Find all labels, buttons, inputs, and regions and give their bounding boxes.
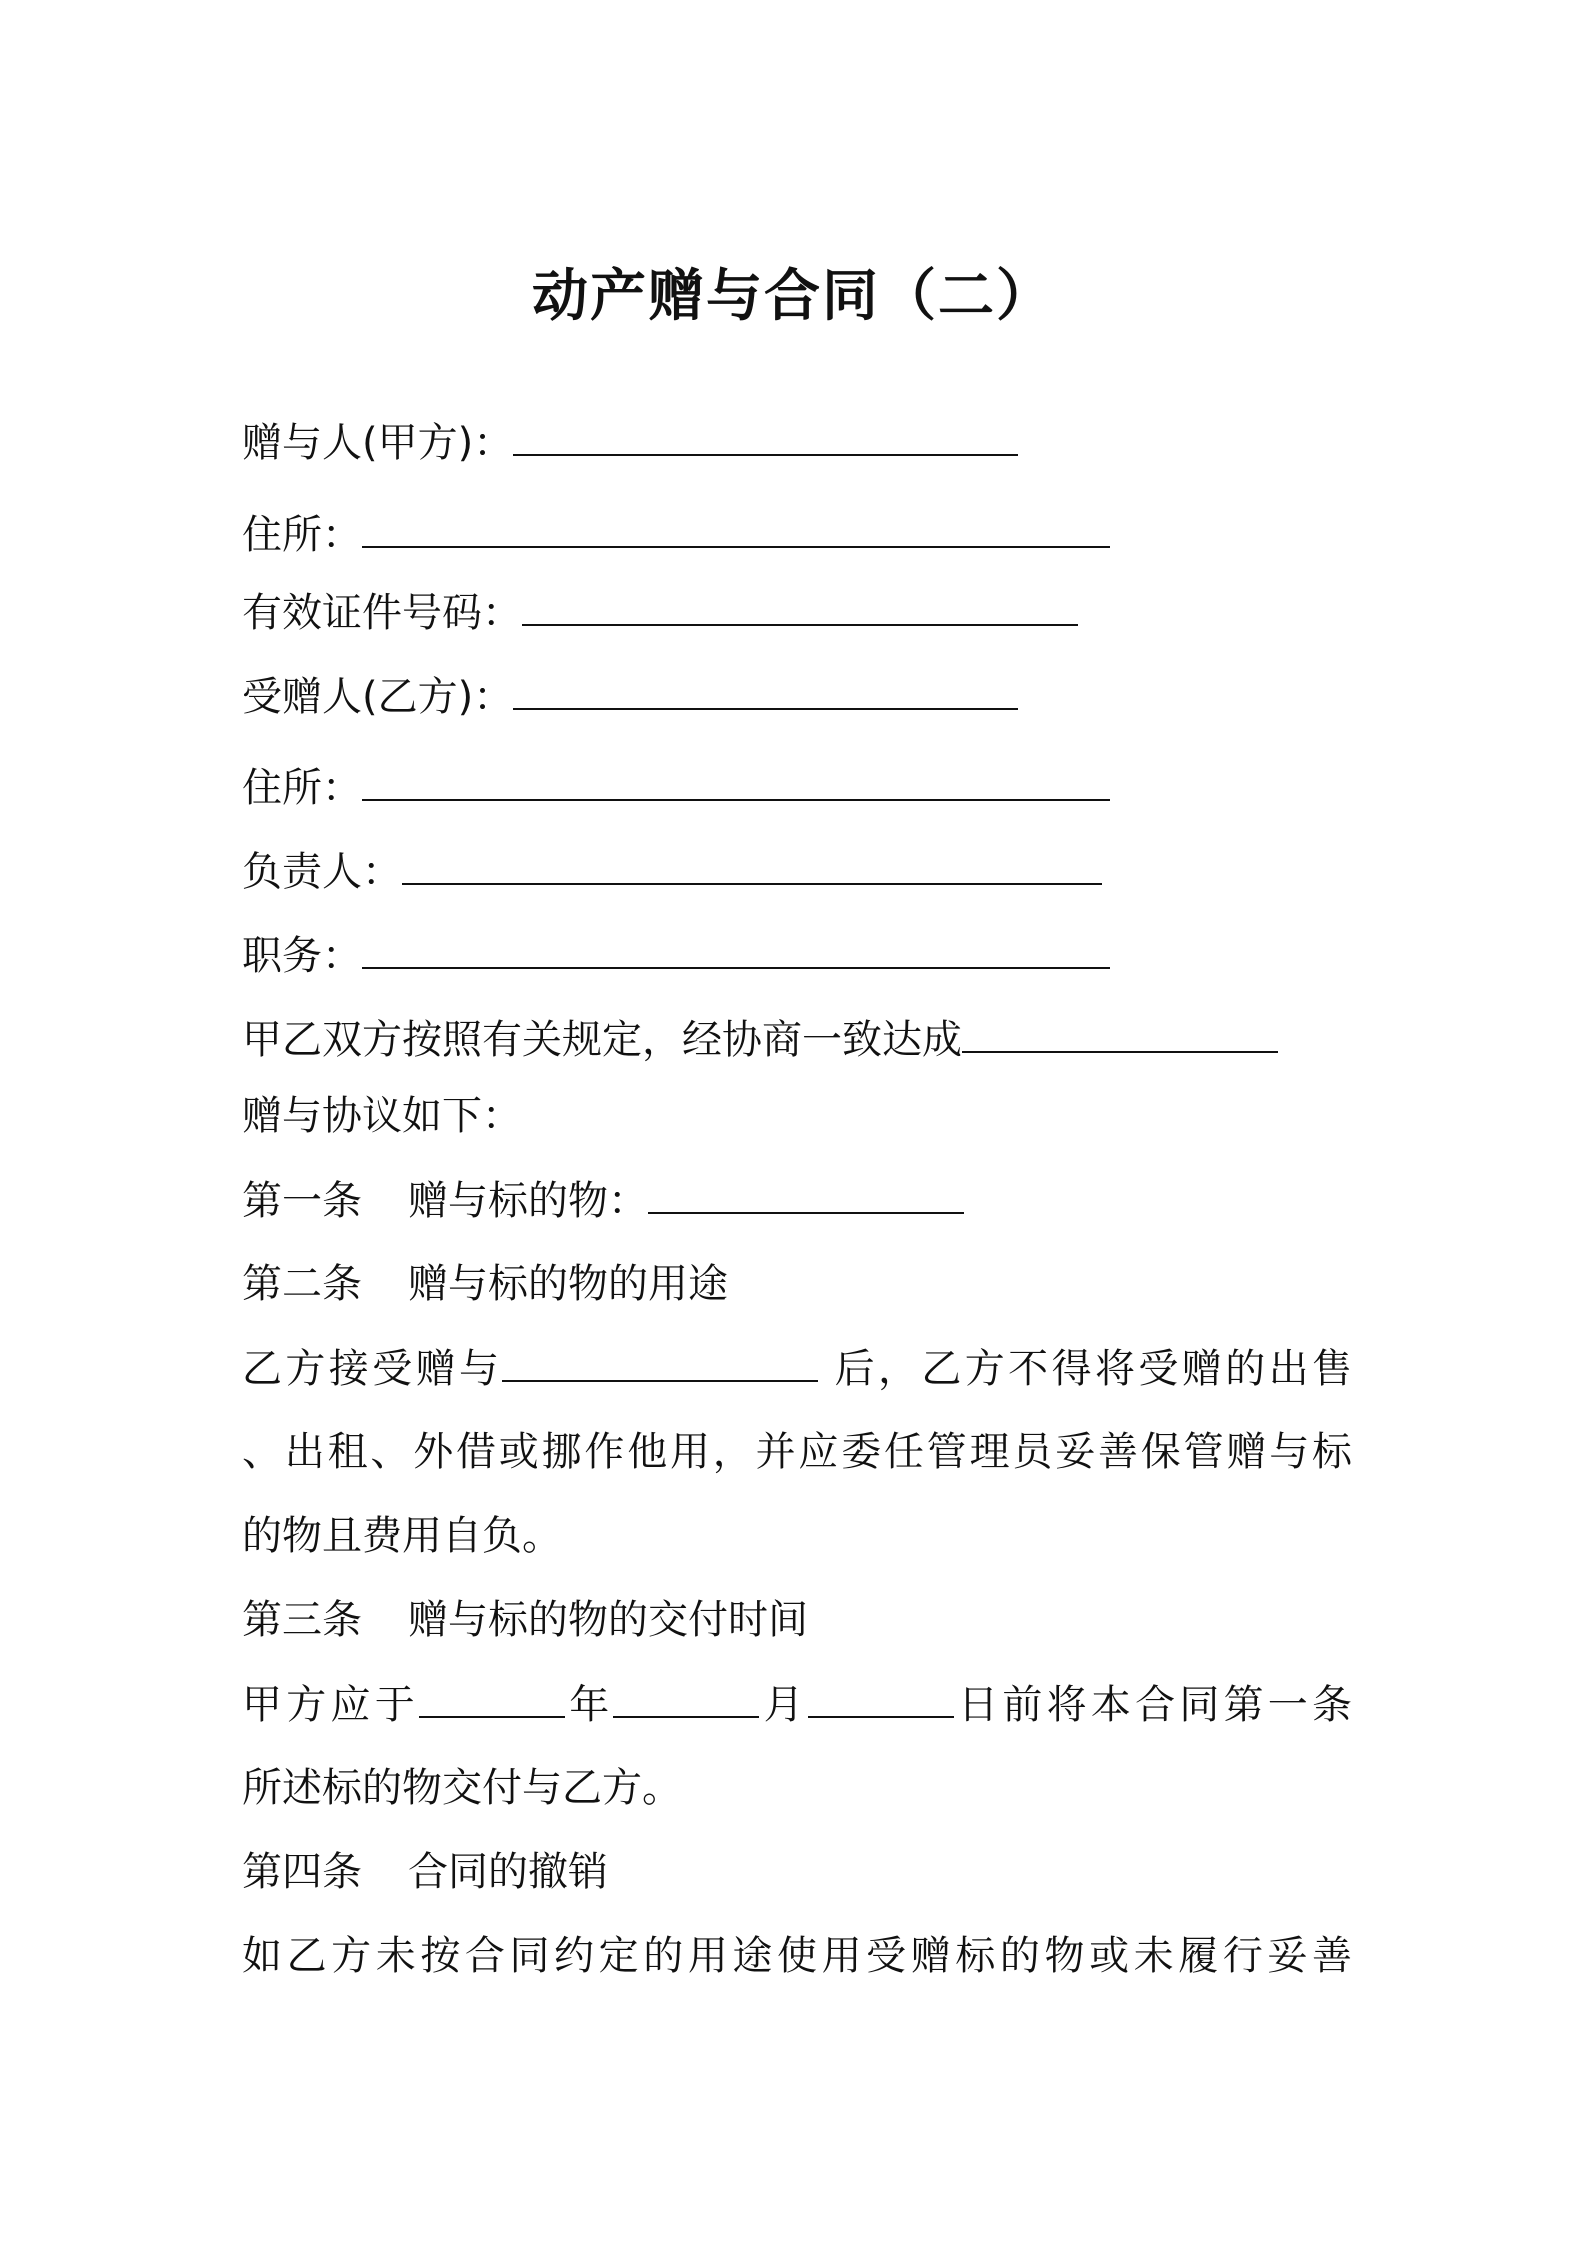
article-3-heading bbox=[242, 1592, 808, 1648]
paragraph-text: 的物且费用自负。 bbox=[242, 1513, 562, 1559]
donee-address-line bbox=[242, 759, 1110, 816]
id-number-blank bbox=[522, 584, 1078, 626]
id-number-label: 有效证件号码： bbox=[242, 590, 522, 636]
article-title: 赠与标的物的用途 bbox=[408, 1261, 728, 1307]
donor-line bbox=[242, 414, 1018, 471]
article-2-line-2 bbox=[242, 1424, 1352, 1480]
donee-label: 受赠人(乙方)： bbox=[242, 674, 514, 720]
article-4-heading bbox=[242, 1844, 608, 1900]
article-number: 第四条 bbox=[242, 1849, 362, 1895]
month-blank bbox=[613, 1676, 759, 1718]
responsible-blank bbox=[402, 843, 1102, 885]
article-1-heading bbox=[242, 1172, 964, 1229]
article-number: 第二条 bbox=[242, 1261, 362, 1307]
article-2-heading bbox=[242, 1256, 728, 1312]
day-blank bbox=[808, 1676, 954, 1718]
position-label: 职务： bbox=[242, 933, 362, 979]
preamble-text-2: 赠与协议如下： bbox=[242, 1093, 522, 1139]
document-title: 动产赠与合同（二） bbox=[532, 264, 1054, 329]
paragraph-text: 甲方应于 bbox=[242, 1682, 419, 1728]
paragraph-text: 乙方接受赠与 bbox=[242, 1346, 503, 1392]
preamble-text: 甲乙双方按照有关规定，经协商一致达成 bbox=[242, 1017, 962, 1063]
donor-blank bbox=[513, 414, 1018, 456]
preamble-line-2 bbox=[242, 1088, 522, 1144]
article-3-line-1 bbox=[242, 1676, 1352, 1733]
donee-address-blank bbox=[362, 759, 1110, 801]
article-2-line-1 bbox=[242, 1340, 1352, 1397]
preamble-blank bbox=[962, 1011, 1278, 1053]
paragraph-text: 如乙方未按合同约定的用途使用受赠标的物或未履行妥善 bbox=[242, 1933, 1352, 1979]
donee-address-label: 住所： bbox=[242, 765, 362, 811]
position-blank bbox=[362, 927, 1110, 969]
accepted-gift-blank bbox=[502, 1340, 818, 1382]
donor-address-label: 住所： bbox=[242, 512, 362, 558]
article-4-line-1 bbox=[242, 1928, 1352, 1984]
position-line bbox=[242, 927, 1110, 984]
article-title: 赠与标的物的交付时间 bbox=[408, 1597, 808, 1643]
responsible-label: 负责人： bbox=[242, 849, 402, 895]
paragraph-text: 日前将本合同第一条 bbox=[953, 1682, 1353, 1728]
paragraph-text: 所述标的物交付与乙方。 bbox=[242, 1765, 682, 1811]
article-number: 第一条 bbox=[242, 1178, 362, 1224]
paragraph-text: 、出租、外借或挪作他用，并应委任管理员妥善保管赠与标 bbox=[242, 1429, 1352, 1475]
paragraph-text: 后，乙方不得将受赠的出售 bbox=[834, 1346, 1353, 1392]
donee-blank bbox=[513, 668, 1018, 710]
donee-line bbox=[242, 668, 1018, 725]
article-title: 赠与标的物： bbox=[408, 1178, 648, 1224]
donor-address-line bbox=[242, 506, 1110, 563]
responsible-line bbox=[242, 843, 1102, 900]
donor-label: 赠与人(甲方)： bbox=[242, 420, 514, 466]
month-label: 月 bbox=[759, 1682, 808, 1728]
article-2-line-3 bbox=[242, 1508, 562, 1564]
id-number-line bbox=[242, 584, 1078, 641]
article-3-line-2 bbox=[242, 1760, 682, 1816]
article-number: 第三条 bbox=[242, 1597, 362, 1643]
donor-address-blank bbox=[362, 506, 1110, 548]
gift-object-blank bbox=[648, 1172, 964, 1214]
year-blank bbox=[419, 1676, 565, 1718]
preamble-line-1 bbox=[242, 1011, 1278, 1068]
article-title: 合同的撤销 bbox=[408, 1849, 608, 1895]
year-label: 年 bbox=[564, 1682, 614, 1728]
